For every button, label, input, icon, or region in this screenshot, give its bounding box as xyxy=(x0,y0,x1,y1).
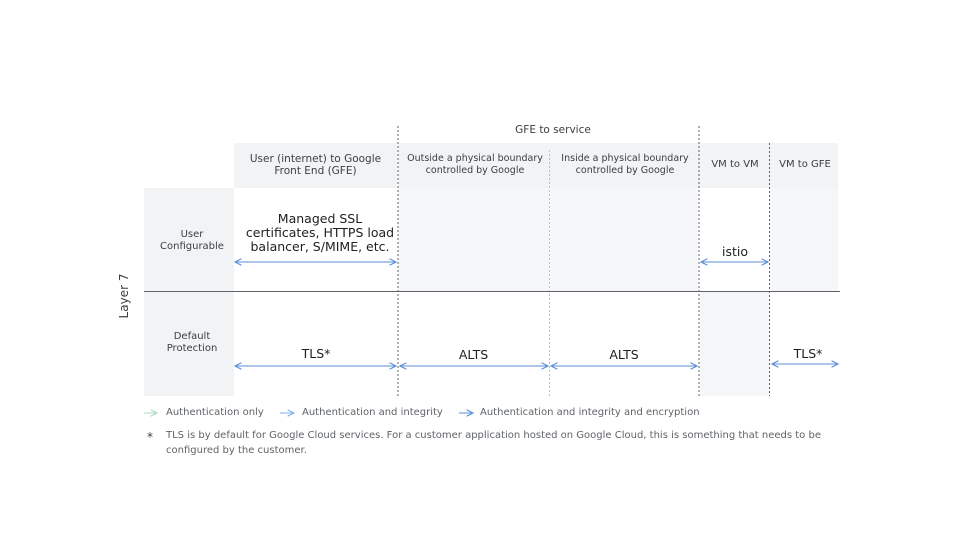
managed-ssl-text: Managed SSL certificates, HTTPS load balancer, S/MIME, etc. xyxy=(245,211,395,254)
istio-label: istio xyxy=(721,244,748,259)
alts-inside-label: ALTS xyxy=(609,347,639,362)
tls-vm-gfe-label: TLS* xyxy=(793,346,823,361)
footnote-marker: * xyxy=(147,430,153,444)
tls-user-gfe-label: TLS* xyxy=(301,346,331,361)
legend-auth-only: Authentication only xyxy=(166,407,264,418)
row-header-user-configurable: User Configurable xyxy=(160,229,224,252)
column-header-user-to-gfe: User (internet) to Google Front End (GFE) xyxy=(249,153,382,177)
layer-label: Layer 7 xyxy=(117,273,131,319)
column-header-outside-boundary: Outside a physical boundary controlled by Google xyxy=(407,153,543,176)
column-header-vm-to-vm: VM to VM xyxy=(711,159,759,170)
column-header-vm-to-gfe: VM to GFE xyxy=(779,159,831,170)
column-header-inside-boundary: Inside a physical boundary controlled by Google xyxy=(561,153,689,176)
top-header: GFE to service xyxy=(515,124,591,136)
legend-auth-integrity-encryption: Authentication and integrity and encryption xyxy=(480,407,700,418)
row-header-default-protection: Default Protection xyxy=(166,331,218,354)
legend-auth-integrity: Authentication and integrity xyxy=(302,407,443,418)
footnote-text: TLS is by default for Google Cloud services. For a customer application hosted on Google Cloud, this is something that needs to be configured by the customer. xyxy=(166,430,821,456)
alts-outside-label: ALTS xyxy=(458,347,489,362)
